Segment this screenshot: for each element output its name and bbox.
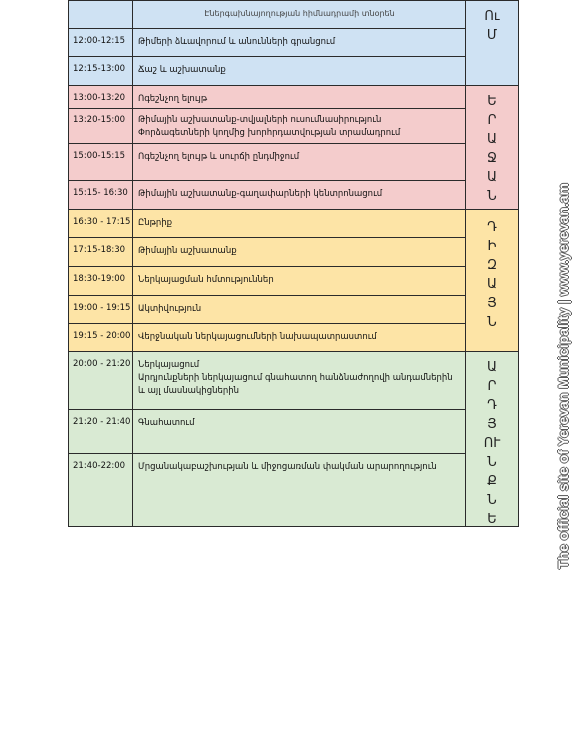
side-watermark <box>552 178 574 574</box>
table-row <box>68 109 466 144</box>
activity-cell: Էներգախնայողության հիմնադրամի տնօրեն <box>204 9 395 18</box>
time-cell <box>69 1 133 28</box>
section-letter: Մ <box>486 28 498 43</box>
time-cell: 17:15-18:30 <box>69 238 133 266</box>
table-row <box>68 29 466 57</box>
section-letter: Ր <box>487 379 497 394</box>
section-letter: Ր <box>487 113 497 128</box>
section-letter: Ա <box>487 132 497 147</box>
section-label-afternoon <box>466 86 519 210</box>
activity-line: Արդյունքների ներկայացում գնահատող հանձնաժողովի անդամներին և այլ մասնակիցներին <box>138 373 453 396</box>
table-row <box>68 181 466 210</box>
section-label-noon <box>466 0 519 86</box>
table-row <box>68 210 466 238</box>
activity-cell: Ճաշ և աշխատանք <box>138 65 226 75</box>
section-letter: Դ <box>487 220 497 235</box>
activity-cell: Ոգեշնչող ելույթ և սուրճի ընդմիջում <box>138 152 300 162</box>
time-cell: 16:30 - 17:15 <box>69 210 133 237</box>
time-cell: 20:00 - 21:20 <box>69 352 133 409</box>
section-letter: Ե <box>487 94 497 109</box>
section-letter: Ա <box>487 360 497 375</box>
section-letter: Ն <box>487 315 497 330</box>
section-letter: Զ <box>486 258 498 273</box>
activity-line: Փորձագետների կողմից խորհրդատվության տրամադրում <box>138 128 401 138</box>
activity-cell: Ներկայացման հմտություններ <box>138 275 274 285</box>
time-cell: 19:00 - 19:15 <box>69 296 133 323</box>
section-letter: Յ <box>487 296 497 311</box>
section-letter: Ե <box>487 512 497 527</box>
time-cell: 21:20 - 21:40 <box>69 410 133 453</box>
table-row <box>68 238 466 267</box>
activity-cell: Գնահատում <box>138 418 195 428</box>
activity-cell: Թիմային աշխատանք-գաղափարների կենտրոնացում <box>138 189 383 199</box>
table-row <box>68 410 466 454</box>
schedule-table <box>68 0 519 527</box>
time-cell: 19:15 - 20:00 <box>69 324 133 351</box>
section-letter: Ի <box>487 239 497 254</box>
section-letter: Ա <box>487 277 497 292</box>
time-cell: 12:15-13:00 <box>69 57 133 85</box>
time-cell: 13:00-13:20 <box>69 86 133 108</box>
activity-cell: Ակտիվություն <box>138 304 202 314</box>
time-cell: 18:30-19:00 <box>69 267 133 295</box>
activity-cell: Ընթրիք <box>138 218 173 228</box>
time-cell: 13:20-15:00 <box>69 109 133 143</box>
section-label-results <box>466 352 519 527</box>
section-letter: Ն <box>487 455 497 470</box>
table-row <box>68 57 466 86</box>
table-row <box>68 454 466 527</box>
time-cell: 15:15- 16:30 <box>69 181 133 209</box>
section-letter: Դ <box>487 398 497 413</box>
section-letter: Յ <box>487 417 497 432</box>
watermark-text: The official site of Yerevan Municipality | www.yerevan.am <box>555 183 571 569</box>
section-letter: Ջ <box>487 151 497 166</box>
activity-line: Թիմային աշխատանք-տվյալների ուսումնասիրություն <box>138 115 382 125</box>
table-row <box>68 324 466 352</box>
table-row <box>68 144 466 181</box>
activity-cell: Ոգեշնչող ելույթ <box>138 94 208 104</box>
activity-cell: Թիմային աշխատանք <box>138 246 237 256</box>
activity-cell: Թիմերի ձևավորում և անունների գրանցում <box>138 37 336 47</box>
section-letter: Ն <box>487 493 497 508</box>
table-row <box>68 296 466 324</box>
section-letter: Ն <box>487 189 497 204</box>
section-letter: Ք <box>487 474 497 489</box>
table-row <box>68 352 466 410</box>
activity-cell: Վերջնական ներկայացումների նախապատրաստում <box>138 332 377 342</box>
section-label-evening <box>466 210 519 352</box>
activity-line: Ներկայացում <box>138 360 200 370</box>
section-letter: Ա <box>487 170 497 185</box>
time-cell: 15:00-15:15 <box>69 144 133 180</box>
time-cell: 12:00-12:15 <box>69 29 133 56</box>
table-row <box>68 86 466 109</box>
section-letter: ՈՒ <box>483 436 501 451</box>
activity-cell: Մրցանակաբաշխության և միջոցառման փակման արարողություն <box>138 462 437 472</box>
table-row <box>68 267 466 296</box>
time-cell: 21:40-22:00 <box>69 454 133 526</box>
table-row <box>68 0 466 29</box>
activity-cell <box>134 352 465 409</box>
section-letter: Ու <box>484 9 500 24</box>
activity-cell <box>134 109 465 143</box>
